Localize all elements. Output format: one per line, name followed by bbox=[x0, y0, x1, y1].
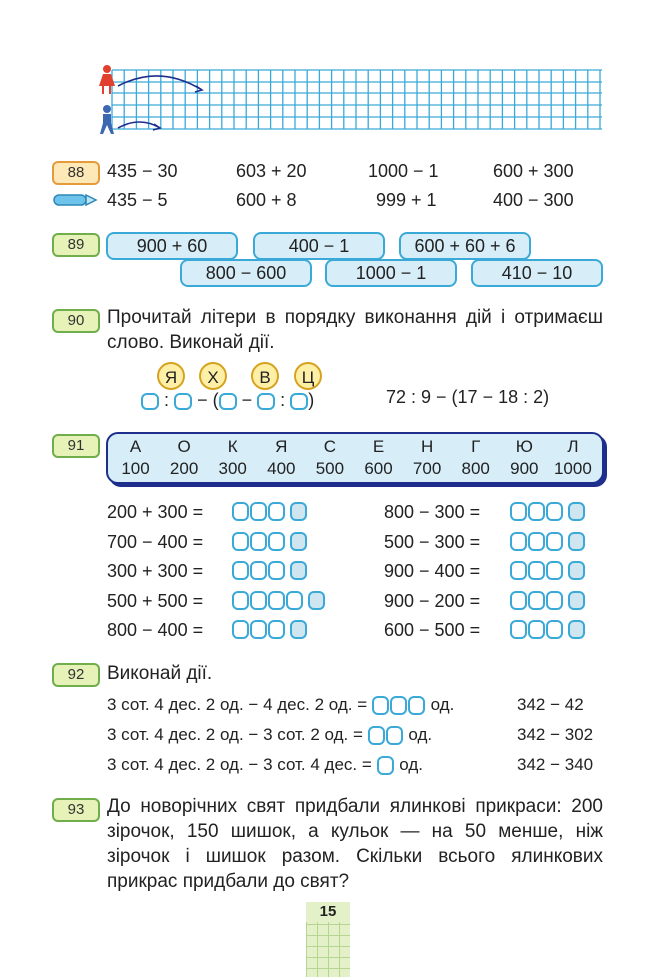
answer-box[interactable] bbox=[546, 591, 563, 610]
ex92-line: 3 сот. 4 дес. 2 од. − 3 сот. 4 дес. = од. bbox=[107, 755, 423, 774]
answer-boxes bbox=[232, 561, 308, 580]
exercise-92-badge: 92 bbox=[52, 663, 100, 687]
answer-box[interactable] bbox=[268, 620, 285, 639]
answer-box[interactable] bbox=[372, 696, 389, 715]
ex88-r2-c4: 400 − 300 bbox=[493, 190, 574, 210]
table-letter: Г bbox=[471, 437, 481, 456]
answer-boxes bbox=[232, 532, 308, 551]
answer-box[interactable] bbox=[390, 696, 407, 715]
ex88-r2-c3: 999 + 1 bbox=[376, 190, 437, 210]
answer-box[interactable] bbox=[141, 393, 159, 410]
letter-box[interactable] bbox=[568, 620, 585, 639]
answer-box[interactable] bbox=[250, 532, 267, 551]
answer-box[interactable] bbox=[510, 502, 527, 521]
ex90-text: Прочитай літери в порядку виконання дій і отримаєш слово. Виконай дії. bbox=[107, 307, 603, 353]
letter-box[interactable] bbox=[568, 532, 585, 551]
table-value: 200 bbox=[169, 459, 199, 478]
answer-box[interactable] bbox=[268, 561, 285, 580]
answer-box[interactable] bbox=[510, 532, 527, 551]
answer-box[interactable] bbox=[250, 620, 267, 639]
table-value: 800 bbox=[461, 459, 490, 478]
table-letter: Я bbox=[275, 437, 288, 456]
answer-box[interactable] bbox=[528, 532, 545, 551]
answer-box[interactable] bbox=[268, 591, 285, 610]
ex89-card: 1000 − 1 bbox=[325, 259, 457, 287]
ex92-right: 342 − 302 bbox=[517, 725, 594, 744]
answer-boxes bbox=[232, 502, 308, 521]
answer-box[interactable] bbox=[232, 591, 249, 610]
ex91-right-expr: 800 − 300 = bbox=[384, 502, 481, 522]
answer-box[interactable] bbox=[386, 726, 403, 745]
answer-box[interactable] bbox=[268, 502, 285, 521]
ex92-right: 342 − 340 bbox=[517, 755, 594, 774]
ex92-line: 3 сот. 4 дес. 2 од. − 4 дес. 2 од. = од. bbox=[107, 695, 455, 714]
ex90-expression: 72 : 9 − (17 − 18 : 2) bbox=[386, 387, 550, 407]
answer-box[interactable] bbox=[546, 502, 563, 521]
answer-boxes bbox=[510, 620, 586, 639]
exercise-88-badge: 88 bbox=[52, 161, 100, 185]
ex90-blank-expression: : − ( − : ) bbox=[141, 389, 314, 411]
answer-box[interactable] bbox=[377, 756, 394, 775]
table-letter: Е bbox=[372, 437, 385, 456]
answer-box[interactable] bbox=[232, 532, 249, 551]
table-letter: К bbox=[227, 437, 238, 456]
answer-box[interactable] bbox=[290, 393, 308, 410]
table-value: 400 bbox=[267, 459, 296, 478]
ex88-r1-c1: 435 − 30 bbox=[107, 161, 178, 181]
ex92-title: Виконай дії. bbox=[107, 663, 213, 684]
ex89-card: 600 + 60 + 6 bbox=[399, 232, 531, 260]
answer-boxes bbox=[510, 561, 586, 580]
table-letter: Ю bbox=[515, 437, 533, 456]
answer-box[interactable] bbox=[546, 620, 563, 639]
table-letter: Л bbox=[567, 437, 579, 456]
answer-box[interactable] bbox=[286, 591, 303, 610]
table-value: 500 bbox=[315, 459, 345, 478]
ex88-r1-c2: 603 + 20 bbox=[236, 161, 307, 181]
answer-box[interactable] bbox=[174, 393, 192, 410]
answer-box[interactable] bbox=[528, 620, 545, 639]
table-value: 700 bbox=[412, 459, 442, 478]
answer-box[interactable] bbox=[510, 561, 527, 580]
answer-box[interactable] bbox=[510, 620, 527, 639]
answer-box[interactable] bbox=[232, 620, 249, 639]
answer-box[interactable] bbox=[219, 393, 237, 410]
table-value: 1000 bbox=[553, 459, 592, 478]
exercise-90-badge: 90 bbox=[52, 309, 100, 333]
letter-box[interactable] bbox=[290, 620, 307, 639]
table-letter: С bbox=[323, 437, 337, 456]
ex88-r2-c1: 435 − 5 bbox=[107, 190, 168, 210]
exercise-89-badge: 89 bbox=[52, 233, 100, 257]
pencil-icon bbox=[52, 190, 98, 210]
answer-box[interactable] bbox=[268, 532, 285, 551]
ex89-card: 400 − 1 bbox=[253, 232, 385, 260]
exercise-91-badge: 91 bbox=[52, 434, 100, 458]
answer-box[interactable] bbox=[250, 591, 267, 610]
ex89-card: 410 − 10 bbox=[471, 259, 603, 287]
answer-boxes bbox=[232, 591, 326, 610]
answer-box[interactable] bbox=[232, 502, 249, 521]
letter-box[interactable] bbox=[568, 502, 585, 521]
ex91-right-expr: 600 − 500 = bbox=[384, 620, 481, 640]
letter-box[interactable] bbox=[568, 591, 585, 610]
answer-box[interactable] bbox=[528, 591, 545, 610]
ex91-right-expr: 900 − 400 = bbox=[384, 561, 481, 581]
table-letter: О bbox=[177, 437, 191, 456]
answer-box[interactable] bbox=[368, 726, 385, 745]
answer-box[interactable] bbox=[546, 561, 563, 580]
letter-value-table bbox=[106, 432, 604, 484]
answer-box[interactable] bbox=[528, 561, 545, 580]
table-letter: Н bbox=[420, 437, 434, 456]
letter-circle: Я bbox=[157, 362, 185, 390]
answer-boxes bbox=[232, 620, 308, 639]
answer-box[interactable] bbox=[257, 393, 275, 410]
answer-box[interactable] bbox=[510, 591, 527, 610]
letter-circle: В bbox=[251, 362, 279, 390]
table-value: 900 bbox=[510, 459, 539, 478]
answer-boxes bbox=[510, 502, 586, 521]
ex91-left-expr: 200 + 300 = bbox=[107, 502, 204, 522]
girl-jump-arrow bbox=[118, 76, 202, 90]
letter-box[interactable] bbox=[290, 561, 307, 580]
letter-box[interactable] bbox=[568, 561, 585, 580]
answer-box[interactable] bbox=[528, 502, 545, 521]
answer-box[interactable] bbox=[546, 532, 563, 551]
exercise-93-badge: 93 bbox=[52, 798, 100, 822]
ex93-text: До новорічних свят придбали ялинкові прикраси: 200 зірочок, 150 шишок, а кульок — на 50 менше, ніж зірочок і шишок разом. Скільки всього ялинкових прикрас придбали до свят? bbox=[107, 796, 603, 892]
answer-boxes bbox=[510, 532, 586, 551]
letter-box[interactable] bbox=[290, 532, 307, 551]
ex88-r1-c4: 600 + 300 bbox=[493, 161, 574, 181]
ex91-left-expr: 300 + 300 = bbox=[107, 561, 204, 581]
letter-circle: Х bbox=[199, 362, 227, 390]
answer-box[interactable] bbox=[408, 696, 425, 715]
answer-box[interactable] bbox=[250, 502, 267, 521]
letter-box[interactable] bbox=[290, 502, 307, 521]
ex88-r2-c2: 600 + 8 bbox=[236, 190, 297, 210]
table-value: 600 bbox=[364, 459, 393, 478]
letter-box[interactable] bbox=[308, 591, 325, 610]
answer-boxes bbox=[510, 591, 586, 610]
table-value: 100 bbox=[121, 459, 150, 478]
answer-box[interactable] bbox=[232, 561, 249, 580]
ex92-right: 342 − 42 bbox=[517, 695, 584, 714]
table-letter: А bbox=[129, 437, 142, 456]
answer-box[interactable] bbox=[250, 561, 267, 580]
table-value: 300 bbox=[218, 459, 247, 478]
grid-figure bbox=[90, 64, 610, 140]
ex88-r1-c3: 1000 − 1 bbox=[368, 161, 439, 181]
letter-circle: Ц bbox=[294, 362, 322, 390]
ex89-card: 900 + 60 bbox=[106, 232, 238, 260]
ex91-left-expr: 800 − 400 = bbox=[107, 620, 204, 640]
ex92-line: 3 сот. 4 дес. 2 од. − 3 сот. 2 од. = од. bbox=[107, 725, 433, 744]
ex91-left-expr: 500 + 500 = bbox=[107, 590, 204, 611]
ex91-left-expr: 700 − 400 = bbox=[107, 531, 204, 552]
ex91-right-expr: 500 − 300 = bbox=[384, 531, 481, 552]
page-number: 15 bbox=[306, 902, 350, 922]
ex91-right-expr: 900 − 200 = bbox=[384, 590, 481, 611]
ex89-card: 800 − 600 bbox=[180, 259, 312, 287]
